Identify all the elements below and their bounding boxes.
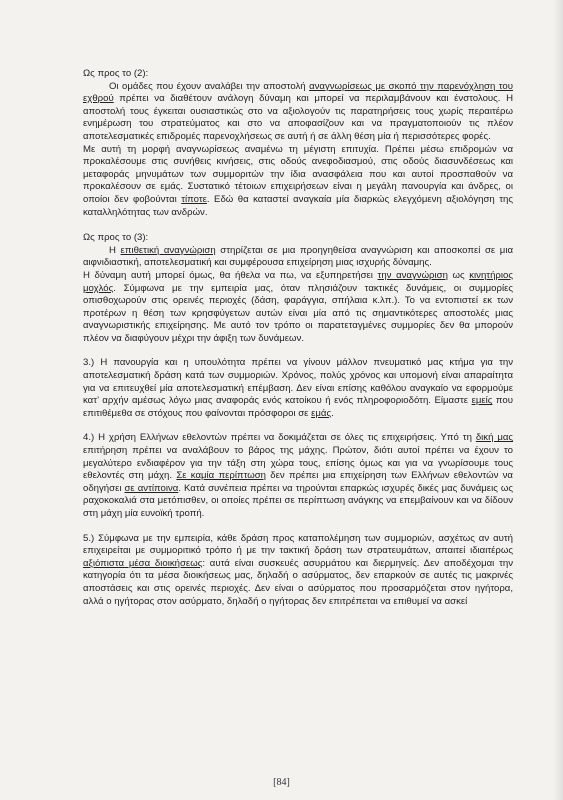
text-run: που επιτιθέμεθα σε στόχους που φαίνονται πρόσφοροι σε <box>83 395 513 419</box>
underlined-text: κινητήριος μοχλός <box>83 269 513 294</box>
text-run: . Εδώ θα καταστεί αναγκαία μία διαρκώς ελεγχόμενη αξιολόγηση της καταλληλότητας των ανδρών. <box>83 193 513 218</box>
text-run: δεν πρέπει μια επιχείρηση των Ελλήνων εθελοντών να οδηγήσει <box>83 470 513 494</box>
section-3-heading: Ως προς το (3): <box>83 232 149 244</box>
text-run: Η <box>109 244 121 256</box>
text-run: Οι ομάδες που έχουν αναλάβει την αποστολή <box>109 80 310 92</box>
text-run: . Σύμφωνα με την εμπειρία μας, όταν πλησιάζουν τακτικές δυνάμεις, οι συμμορίες οπισθοχωρούν στις ορεινές περιοχές (δάση, φαράγγια, σπήλαια κ.λπ.). Το να εντοπιστεί εκ των προτέρων η θέση των κρησφύγετων αυτών είναι μία από τις σημαντικότερες αποστολές μιας αναγνωριστικής επιχείρησης. Με αυτό τον τρόπο οι παρατεταγμένες συμμορίες δεν θα μπορούν πλέον να διαφύγουν μέχρι την άφιξη των δυνάμεων. <box>83 282 513 344</box>
point-4-paragraph <box>83 432 513 520</box>
page-edge-shadow <box>553 0 563 800</box>
underlined-text: επιθετική αναγνώριση <box>120 244 216 256</box>
text-run: 5.) Σύμφωνα με την εμπειρία, κάθε δράση προς καταπολέμηση των συμμοριών, ασχέτως αν αυτή επιχειρείται με συμμοριτικό τρόπο ή με την τακτική δράση των στρατευμάτων, απαιτεί ιδιαιτέρως <box>83 532 513 557</box>
underlined-text: Σε καμία περίπτωση <box>176 470 267 482</box>
text-run: 3.) Η πανουργία και η υπουλότητα πρέπει να γίνουν μάλλον πνευματικό μας κτήμα για την αποτελεσματική δράση κατά των συμμοριών. Χρόνος, πολύς χρόνος και υπομονή είναι απαραίτητα για να επιτευχθεί μία αποτελεσματική επέμβαση. Δεν είναι επίσης καθόλου αναγκαίο να εφορμούμε κατ’ αρχήν αμέσως λόγω μιας αναφοράς ενός κατοίκου ή ενός πληροφοριοδότη. Είμαστε <box>83 357 513 407</box>
text-run: : αυτά είναι συσκευές ασυρμάτου και διερμηνείς. Δεν αποδέχομαι την κατηγορία ότι τα μέσα διοικήσεως μας, δηλαδή ο ασύρματος, δεν επαρκούν σε αυτές τις μακρινές αποστάσεις και στις ορεινές περιοχές. Δεν είναι ο ασύρματος που προσαρμόζεται στον ηγήτορα, αλλά ο ηγήτορας στον ασύρματο, δηλαδή ο ηγήτορας δεν επιτρέπεται να επιθυμεί να ασκεί <box>83 557 513 607</box>
underlined-text: αξιόπιστα μέσα διοικήσεως <box>83 557 203 569</box>
text-run: Με αυτή τη μορφή αναγνωρίσεως αναμένω τη μέγιστη επιτυχία. Πρέπει μέσω επιδρομών να προκαλέσουμε στις συνήθεις κινήσεις, στις οδούς ανεφοδιασμού, στις οδούς διασυνδέσεως και μεταφοράς μηνυμάτων των συμμοριτών την ίδια ανασφάλεια που και αυτοί προσπαθούν να προκαλέσουν σε εμάς. Συστατικό τέτοιων επιχειρήσεων είναι η μεγάλη πανουργία και άνδρες, οι οποίοι δεν φοβούνται <box>83 143 513 205</box>
text-run: ως <box>447 269 470 281</box>
underlined-text: αναγνωρίσεως με σκοπό την παρενόχληση του εχθρού <box>83 80 513 105</box>
text-run: επιτήρηση πρέπει να αναλάβουν το βάρος της μάχης. Πρώτον, διότι αυτοί πρέπει να έχουν το μεγαλύτερο ενδιαφέρον για την τάξη στη χώρα τους, επίσης όμως και για να γνωρίσουμε τους εθελοντές στη μάχη. <box>83 445 513 482</box>
underlined-text: τίποτε <box>181 193 207 205</box>
text-run: πρέπει να διαθέτουν ανάλογη δύναμη και μπορεί να περιλαμβάνουν και ένστολους. Η αποστολή τους έγκειται ουσιαστικώς στο να αξιολογούν τις παρατηρήσεις τους χωρίς περαιτέρω ενημέρωση του στρατεύματος και στο να αποφασίζουν και να πραγματοποιούν τις πλέον αποτελεσματικές επιδρομές παρενοχλήσεως σε αυτή ή σε άλλη θέση μία ή περισσότερες φορές. <box>83 93 513 142</box>
section-2-paragraph-2 <box>83 144 513 220</box>
text-run: . <box>331 407 334 419</box>
text-run: . Κατά συνέπεια πρέπει να τηρούνται επαρκώς ισχυρές δικές μας δυνάμεις ως ραχοκοκαλιά στα μετόπισθεν, οι οποίες πρέπει σε περίπτωση ανάγκης να επεμβαίνουν και να δίδουν στη μάχη μία ευνοϊκή τροπή. <box>83 482 513 519</box>
underlined-text: εμείς <box>471 395 493 407</box>
point-5-paragraph <box>83 533 513 609</box>
point-3-paragraph <box>83 357 513 420</box>
document-body <box>83 68 513 608</box>
text-run: 4.) Η χρήση Ελλήνων εθελοντών πρέπει να δοκιμάζεται σε όλες τις επιχειρήσεις. Υπό τη <box>83 432 476 444</box>
text-run: στηρίζεται σε μια προηγηθείσα αναγνώριση και αποσκοπεί σε μια αιφνιδιαστική, αποτελεσματική και συμφέρουσα επιχείρηση μιας ισχυρής δύναμης. <box>83 244 513 269</box>
text-run: Η δύναμη αυτή μπορεί όμως, θα ήθελα να πω, να εξυπηρετήσει <box>83 269 378 281</box>
underlined-text: την αναγνώριση <box>377 269 448 281</box>
section-3-paragraph-1 <box>83 245 513 270</box>
underlined-text: σε αντίποινα <box>124 482 179 494</box>
section-2-heading: Ως προς το (2): <box>83 68 149 79</box>
section-3-paragraph-2 <box>83 270 513 346</box>
page-number: [84] <box>273 777 290 788</box>
section-2-paragraph-1 <box>83 81 513 144</box>
underlined-text: εμάς <box>311 407 332 419</box>
underlined-text: δική μας <box>475 432 514 444</box>
